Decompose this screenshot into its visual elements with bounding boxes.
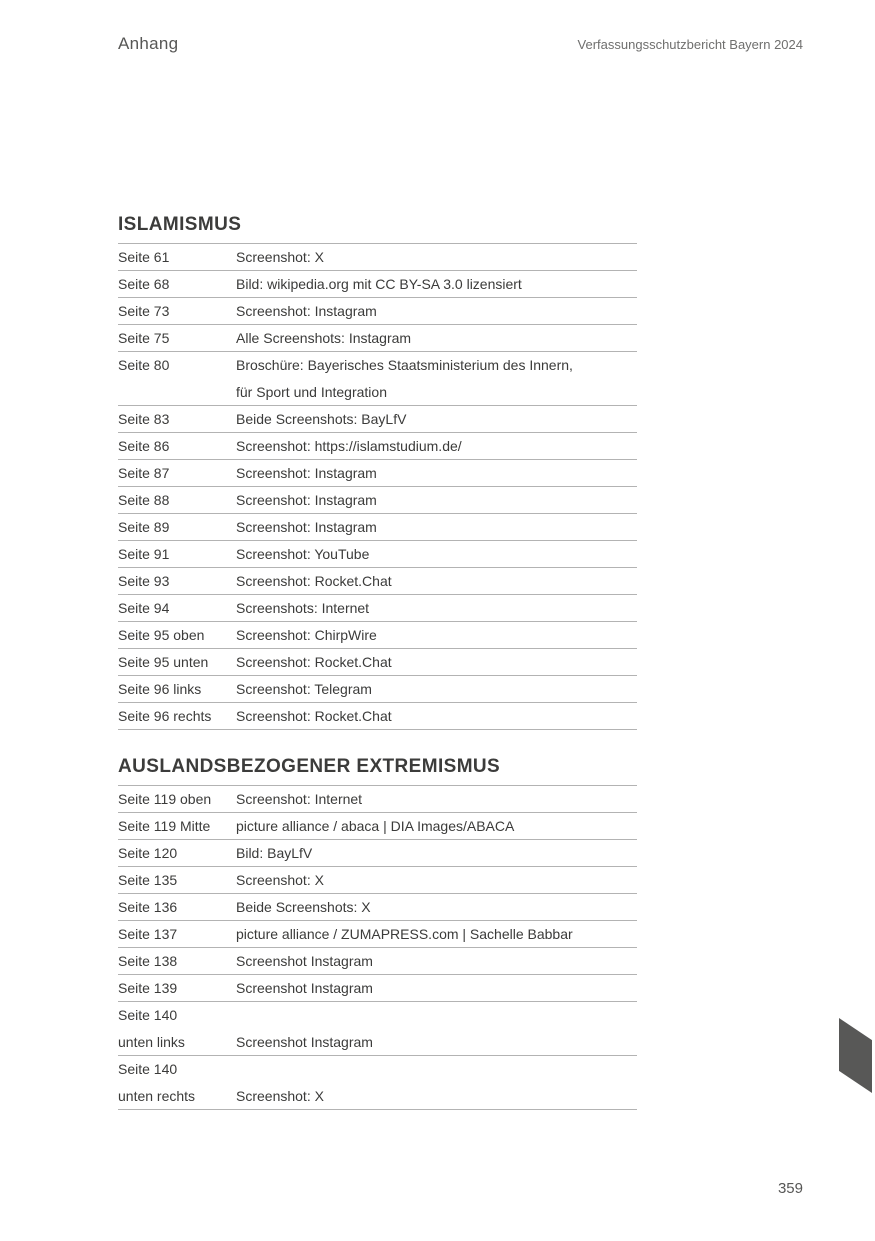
credit-page-label: Seite 87 <box>118 465 170 481</box>
credit-source-value: Screenshot: ChirpWire <box>236 627 377 643</box>
credit-row-line <box>118 244 637 270</box>
credit-row-line <box>118 1056 637 1083</box>
credit-row-line <box>118 676 637 702</box>
credits-section <box>118 754 637 1110</box>
credit-page-label: unten links <box>118 1033 185 1050</box>
running-header <box>118 34 803 54</box>
credit-row-line <box>118 460 637 486</box>
running-header-section-title: Anhang <box>118 34 179 53</box>
credit-row <box>118 568 637 595</box>
credit-page-label: Seite 88 <box>118 492 170 508</box>
credit-source-value: Screenshot: Instagram <box>236 465 377 481</box>
page-edge-tab-mark <box>839 1018 872 1093</box>
credit-page-label: Seite 136 <box>118 899 178 915</box>
credit-row-line <box>118 271 637 297</box>
credit-row <box>118 1056 637 1110</box>
credit-source-value: Broschüre: Bayerisches Staatsministerium des Innern, <box>236 357 573 374</box>
credit-page-label: Seite 119 Mitte <box>118 818 211 834</box>
credits-table <box>118 243 637 730</box>
credit-row <box>118 622 637 649</box>
credit-row-line <box>118 379 637 406</box>
credit-row-line <box>118 541 637 567</box>
credit-row <box>118 487 637 514</box>
credit-row <box>118 433 637 460</box>
credit-row-line <box>118 433 637 459</box>
credit-source-value: Screenshot: Rocket.Chat <box>236 573 392 589</box>
credit-page-label: unten rechts <box>118 1087 196 1104</box>
credit-page-label: Seite 73 <box>118 303 170 319</box>
credit-source-value: picture alliance / ZUMAPRESS.com | Sachelle Babbar <box>236 926 573 942</box>
page-number: 359 <box>777 1180 803 1197</box>
credit-source-value: Bild: wikipedia.org mit CC BY-SA 3.0 lizensiert <box>236 276 522 292</box>
credit-source-value: Screenshot: Rocket.Chat <box>236 654 392 670</box>
credit-row <box>118 541 637 568</box>
credit-page-label: Seite 140 <box>118 1061 178 1078</box>
credit-row-line <box>118 514 637 540</box>
credit-row <box>118 676 637 703</box>
credit-source-value: Screenshots: Internet <box>236 600 370 616</box>
credit-page-label: Seite 119 oben <box>118 791 212 807</box>
credit-row <box>118 244 637 271</box>
credit-row <box>118 703 637 730</box>
credit-row-line <box>118 1002 637 1029</box>
credit-row <box>118 921 637 948</box>
credit-page-label: Seite 75 <box>118 330 170 346</box>
credit-page-label: Seite 95 oben <box>118 627 205 643</box>
credit-page-label: Seite 137 <box>118 926 178 942</box>
credit-page-label: Seite 135 <box>118 872 178 888</box>
credit-page-label: Seite 89 <box>118 519 170 535</box>
credit-row-line <box>118 1029 637 1056</box>
credit-source-value: Bild: BayLfV <box>236 845 313 861</box>
credit-page-label: Seite 120 <box>118 845 178 861</box>
credit-source-value: Screenshot: X <box>236 1087 324 1104</box>
credit-page-label: Seite 93 <box>118 573 170 589</box>
credit-page-label: Seite 80 <box>118 357 170 374</box>
credit-source-value: Screenshot: Instagram <box>236 303 377 319</box>
credit-page-label: Seite 94 <box>118 600 170 616</box>
credit-row-line <box>118 894 637 920</box>
credit-row-line <box>118 487 637 513</box>
credit-row-line <box>118 703 637 729</box>
credit-row-line <box>118 649 637 675</box>
credit-page-label: Seite 95 unten <box>118 654 209 670</box>
credit-row-line <box>118 298 637 324</box>
credit-page-label: Seite 61 <box>118 249 170 265</box>
credit-row <box>118 975 637 1002</box>
credit-row-line <box>118 813 637 839</box>
credit-row <box>118 948 637 975</box>
credit-source-value: Screenshot: X <box>236 249 324 265</box>
credits-section <box>118 212 637 730</box>
credit-source-value: Screenshot: https://islamstudium.de/ <box>236 438 462 454</box>
credit-source-value: picture alliance / abaca | DIA Images/ABACA <box>236 818 515 834</box>
credits-table <box>118 785 637 1110</box>
credit-row-line <box>118 622 637 648</box>
credit-row-line <box>118 921 637 947</box>
running-header-report-title: Verfassungsschutzbericht Bayern 2024 <box>577 37 803 52</box>
credit-row-line <box>118 786 637 812</box>
credit-row-line <box>118 325 637 351</box>
credit-page-label: Seite 91 <box>118 546 170 562</box>
credit-row <box>118 649 637 676</box>
credit-source-value: Beide Screenshots: BayLfV <box>236 411 407 427</box>
credit-page-label: Seite 68 <box>118 276 170 292</box>
credit-row-line <box>118 840 637 866</box>
credit-source-value: Screenshot: Instagram <box>236 492 377 508</box>
credit-source-value: Screenshot Instagram <box>236 1033 373 1050</box>
credit-row <box>118 867 637 894</box>
credit-row <box>118 271 637 298</box>
credit-row <box>118 813 637 840</box>
credit-page-label: Seite 139 <box>118 980 178 996</box>
credit-source-value: Screenshot: X <box>236 872 324 888</box>
credit-row-line <box>118 975 637 1001</box>
credit-row <box>118 786 637 813</box>
credit-row-line <box>118 867 637 893</box>
section-title: AUSLANDSBEZOGENER EXTREMISMUS <box>118 756 501 777</box>
credit-page-label: Seite 86 <box>118 438 170 454</box>
credit-source-value: Screenshot Instagram <box>236 980 373 996</box>
credit-row-line <box>118 568 637 594</box>
credit-source-value: Alle Screenshots: Instagram <box>236 330 412 346</box>
credit-row <box>118 595 637 622</box>
credit-row <box>118 1002 637 1056</box>
credit-row <box>118 894 637 921</box>
credit-source-value: Screenshot: Instagram <box>236 519 377 535</box>
credit-row-line <box>118 352 637 379</box>
credit-source-value: für Sport und Integration <box>236 383 387 400</box>
credit-source-value: Screenshot: Internet <box>236 791 363 807</box>
credit-source-value: Screenshot Instagram <box>236 953 373 969</box>
credit-page-label: Seite 83 <box>118 411 170 427</box>
credit-row <box>118 840 637 867</box>
credit-row <box>118 406 637 433</box>
credit-source-value: Beide Screenshots: X <box>236 899 371 915</box>
credit-row-line <box>118 948 637 974</box>
credit-source-value: Screenshot: Rocket.Chat <box>236 708 392 724</box>
credit-row <box>118 325 637 352</box>
credit-source-value: Screenshot: YouTube <box>236 546 370 562</box>
credit-page-label: Seite 138 <box>118 953 178 969</box>
credit-row <box>118 514 637 541</box>
credit-page-label: Seite 140 <box>118 1007 178 1024</box>
credit-source-value: Screenshot: Telegram <box>236 681 372 697</box>
section-title: ISLAMISMUS <box>118 214 242 235</box>
picture-credits-list <box>118 212 637 1110</box>
credit-row-line <box>118 1083 637 1110</box>
credit-row <box>118 298 637 325</box>
credit-page-label: Seite 96 rechts <box>118 708 212 724</box>
credit-row <box>118 460 637 487</box>
credit-page-label: Seite 96 links <box>118 681 202 697</box>
credit-row-line <box>118 406 637 432</box>
credit-row-line <box>118 595 637 621</box>
credit-row <box>118 352 637 406</box>
